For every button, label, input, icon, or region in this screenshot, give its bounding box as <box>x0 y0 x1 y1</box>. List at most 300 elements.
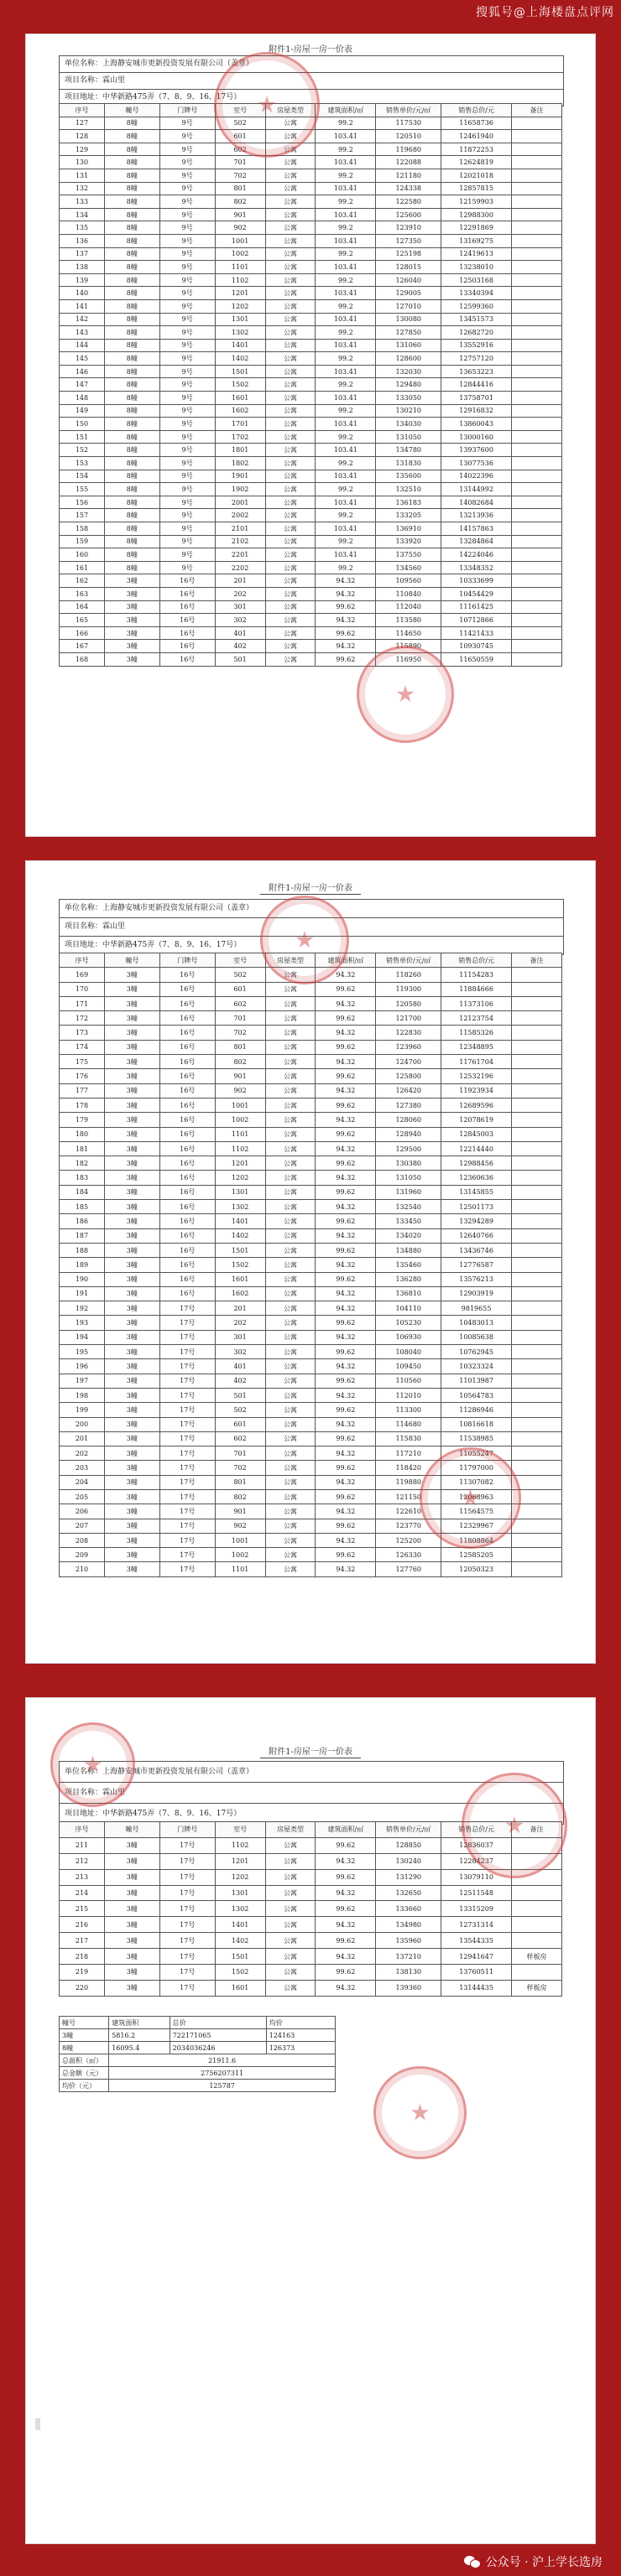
table-cell: 3幢 <box>104 1475 159 1489</box>
table-cell: 公寓 <box>265 574 316 588</box>
table-row <box>60 313 562 326</box>
table-cell: 11872253 <box>441 143 512 156</box>
table-row <box>60 509 562 522</box>
table-cell: 94.32 <box>316 1853 376 1869</box>
table-cell: 103.41 <box>316 548 376 562</box>
table-cell: 3幢 <box>104 587 159 600</box>
table-cell: 206 <box>60 1504 105 1519</box>
table-cell: 公寓 <box>265 1243 316 1257</box>
table-row <box>60 143 562 156</box>
column-header: 房屋类型 <box>265 104 316 117</box>
table-cell: 9号 <box>159 535 215 548</box>
table-cell: 16号 <box>159 1011 215 1026</box>
company-seal <box>50 1722 135 1807</box>
table-cell: 134880 <box>376 1243 441 1257</box>
table-cell: 99.62 <box>316 1933 376 1949</box>
table-cell: 1502 <box>215 378 265 392</box>
table-cell <box>512 1316 562 1330</box>
table-cell: 17号 <box>159 1917 215 1933</box>
table-cell: 14224046 <box>441 548 512 562</box>
table-cell: 1502 <box>215 1965 265 1981</box>
table-cell: 3幢 <box>104 1055 159 1069</box>
table-cell: 12682720 <box>441 326 512 340</box>
table-cell: 99.62 <box>316 626 376 640</box>
table-cell: 99.2 <box>316 117 376 130</box>
table-cell <box>512 1113 562 1127</box>
table-cell: 3幢 <box>104 1403 159 1417</box>
table-cell: 公寓 <box>265 261 316 274</box>
table-cell: 10930745 <box>441 640 512 653</box>
table-cell: 12903919 <box>441 1286 512 1301</box>
table-cell: 151 <box>60 430 105 444</box>
table-row <box>60 1156 562 1171</box>
table-cell: 8幢 <box>104 483 159 496</box>
table-cell: 99.62 <box>316 1214 376 1228</box>
table-cell: 12916832 <box>441 404 512 418</box>
table-cell: 10333699 <box>441 574 512 588</box>
table-cell: 161 <box>60 561 105 574</box>
table-cell: 94.32 <box>316 1330 376 1344</box>
table-cell: 99.62 <box>316 1185 376 1199</box>
table-cell: 公寓 <box>265 1461 316 1475</box>
table-cell <box>512 640 562 653</box>
table-cell: 公寓 <box>265 522 316 536</box>
table-cell <box>512 1533 562 1547</box>
table-cell: 140 <box>60 287 105 300</box>
table-cell: 3幢 <box>104 574 159 588</box>
table-cell <box>512 339 562 352</box>
table-cell: 121700 <box>376 1011 441 1026</box>
table-cell: 160 <box>60 548 105 562</box>
table-cell: 99.62 <box>316 1519 376 1533</box>
table-row <box>60 1548 562 1562</box>
table-cell <box>512 299 562 313</box>
page-title: 附件1-房屋一房一价表 <box>25 42 596 56</box>
table-cell: 103.41 <box>316 339 376 352</box>
table-cell <box>512 1011 562 1026</box>
table-cell: 11797000 <box>441 1461 512 1475</box>
table-cell: 3幢 <box>104 1258 159 1272</box>
table-cell: 16号 <box>159 1200 215 1214</box>
table-cell <box>512 1388 562 1402</box>
table-cell: 94.32 <box>316 1885 376 1901</box>
table-cell: 13348352 <box>441 561 512 574</box>
price-list-page-2 <box>25 860 596 1664</box>
table-cell: 8幢 <box>104 299 159 313</box>
table-row <box>60 1127 562 1141</box>
table-cell: 公寓 <box>265 1040 316 1054</box>
table-cell: 103.41 <box>316 470 376 483</box>
table-cell: 公寓 <box>265 1504 316 1519</box>
table-cell: 94.32 <box>316 1301 376 1316</box>
table-cell: 127760 <box>376 1562 441 1576</box>
table-cell: 153 <box>60 457 105 470</box>
table-cell: 9号 <box>159 509 215 522</box>
page-title: 附件1-房屋一房一价表 <box>25 1744 596 1758</box>
table-cell: 8幢 <box>104 326 159 340</box>
table-cell: 17号 <box>159 1980 215 1996</box>
table-cell: 121150 <box>376 1489 441 1504</box>
table-cell: 9号 <box>159 208 215 221</box>
table-cell: 113300 <box>376 1403 441 1417</box>
table-cell: 3幢 <box>104 640 159 653</box>
table-cell <box>512 1026 562 1040</box>
table-cell: 3幢 <box>104 1127 159 1141</box>
table-row <box>60 418 562 431</box>
table-cell: 1802 <box>215 457 265 470</box>
table-cell: 16号 <box>159 1272 215 1286</box>
company-seal <box>420 1447 521 1549</box>
table-cell <box>512 1562 562 1576</box>
table-cell: 公寓 <box>265 1316 316 1330</box>
table-cell: 3幢 <box>104 1113 159 1127</box>
table-cell: 2102 <box>215 535 265 548</box>
table-cell: 13079110 <box>441 1869 512 1885</box>
table-cell: 3幢 <box>104 1374 159 1388</box>
table-cell: 1001 <box>215 234 265 247</box>
table-cell: 11013987 <box>441 1374 512 1388</box>
table-cell: 公寓 <box>265 1853 316 1869</box>
table-cell <box>512 392 562 405</box>
table-cell <box>512 1917 562 1933</box>
table-cell <box>512 509 562 522</box>
table-cell: 164 <box>60 600 105 614</box>
table-cell: 公寓 <box>265 640 316 653</box>
table-cell: 137 <box>60 247 105 261</box>
table-cell: 12988300 <box>441 208 512 221</box>
summary-row <box>60 2042 336 2054</box>
table-cell <box>512 1156 562 1171</box>
table-cell: 8幢 <box>104 430 159 444</box>
table-cell: 11055247 <box>441 1446 512 1461</box>
table-cell: 99.62 <box>316 1011 376 1026</box>
table-cell: 10483013 <box>441 1316 512 1330</box>
table-cell: 公寓 <box>265 1011 316 1026</box>
table-cell: 187 <box>60 1228 105 1243</box>
table-cell <box>512 143 562 156</box>
table-cell: 168 <box>60 652 105 666</box>
table-cell: 1602 <box>215 404 265 418</box>
table-cell: 402 <box>215 1374 265 1388</box>
table-cell: 94.32 <box>316 1359 376 1374</box>
table-cell: 公寓 <box>265 1548 316 1562</box>
project-line: 项目名称：霖山里 <box>60 73 563 90</box>
table-cell: 162 <box>60 574 105 588</box>
table-cell: 12941647 <box>441 1949 512 1965</box>
table-row <box>60 339 562 352</box>
table-cell: 702 <box>215 169 265 182</box>
table-cell: 132540 <box>376 1200 441 1214</box>
table-cell: 99.2 <box>316 299 376 313</box>
table-cell: 99.62 <box>316 1243 376 1257</box>
table-cell: 148 <box>60 392 105 405</box>
table-cell: 公寓 <box>265 1475 316 1489</box>
table-cell: 902 <box>215 1083 265 1098</box>
table-cell: 9号 <box>159 195 215 209</box>
table-cell <box>512 1141 562 1156</box>
table-cell: 13576213 <box>441 1272 512 1286</box>
table-cell <box>512 614 562 627</box>
table-cell: 128015 <box>376 261 441 274</box>
table-cell: 3幢 <box>104 1301 159 1316</box>
table-cell <box>512 1330 562 1344</box>
table-cell: 9号 <box>159 444 215 457</box>
table-cell: 94.32 <box>316 1980 376 1996</box>
table-cell <box>512 1127 562 1141</box>
table-cell: 17号 <box>159 1388 215 1402</box>
table-cell: 213 <box>60 1869 105 1885</box>
table-cell: 150 <box>60 418 105 431</box>
table-cell: 1002 <box>215 247 265 261</box>
table-cell: 公寓 <box>265 1388 316 1402</box>
table-cell: 公寓 <box>265 1417 316 1431</box>
table-cell <box>512 1417 562 1431</box>
table-cell: 16号 <box>159 626 215 640</box>
table-cell: 3幢 <box>104 1156 159 1171</box>
table-row <box>60 652 562 666</box>
project-line: 项目名称：霖山里 <box>60 918 563 937</box>
table-cell: 13544335 <box>441 1933 512 1949</box>
table-cell: 112040 <box>376 600 441 614</box>
table-cell: 样板房 <box>512 1949 562 1965</box>
table-cell: 801 <box>215 1475 265 1489</box>
table-cell: 302 <box>215 1345 265 1359</box>
table-cell: 170 <box>60 982 105 996</box>
table-cell: 125800 <box>376 1069 441 1083</box>
table-cell: 701 <box>215 1446 265 1461</box>
table-cell <box>512 982 562 996</box>
column-header: 序号 <box>60 1822 105 1838</box>
table-cell: 公寓 <box>265 404 316 418</box>
table-cell: 1002 <box>215 1113 265 1127</box>
table-cell: 127 <box>60 117 105 130</box>
table-cell: 11923934 <box>441 1083 512 1098</box>
table-cell <box>512 195 562 209</box>
table-cell: 132650 <box>376 1885 441 1901</box>
table-cell: 16号 <box>159 600 215 614</box>
table-cell: 16号 <box>159 574 215 588</box>
table-cell: 1401 <box>215 1917 265 1933</box>
table-cell: 3幢 <box>104 1837 159 1853</box>
address-line: 项目地址：中华新路475弄（7、8、9、16、17号） <box>60 1804 563 1825</box>
table-cell: 17号 <box>159 1461 215 1475</box>
table-cell: 3幢 <box>104 1548 159 1562</box>
table-cell: 9号 <box>159 378 215 392</box>
table-row <box>60 195 562 209</box>
table-cell <box>512 1301 562 1316</box>
table-cell: 103.41 <box>316 365 376 378</box>
table-cell: 99.2 <box>316 430 376 444</box>
table-cell: 801 <box>215 182 265 195</box>
table-cell: 2201 <box>215 548 265 562</box>
table-cell: 94.32 <box>316 614 376 627</box>
table-cell: 1801 <box>215 444 265 457</box>
table-cell: 119880 <box>376 1475 441 1489</box>
table-cell: 802 <box>215 195 265 209</box>
table-cell: 10816618 <box>441 1417 512 1431</box>
table-cell: 8幢 <box>104 156 159 169</box>
table-cell: 17号 <box>159 1359 215 1374</box>
table-cell: 215 <box>60 1901 105 1917</box>
table-cell: 公寓 <box>265 496 316 509</box>
table-row <box>60 470 562 483</box>
table-row <box>60 1069 562 1083</box>
table-cell: 3幢 <box>104 1853 159 1869</box>
table-cell: 9号 <box>159 117 215 130</box>
table-cell: 139 <box>60 273 105 287</box>
table-cell: 133660 <box>376 1901 441 1917</box>
table-cell: 402 <box>215 640 265 653</box>
table-cell: 126420 <box>376 1083 441 1098</box>
table-cell: 130240 <box>376 1853 441 1869</box>
seller-line: 单位名称：上海静安城市更新投资发展有限公司（盖章） <box>60 56 563 73</box>
company-seal <box>373 2066 467 2159</box>
table-cell <box>512 1548 562 1562</box>
table-cell: 公寓 <box>265 1141 316 1156</box>
table-cell: 9号 <box>159 143 215 156</box>
table-row <box>60 1171 562 1185</box>
table-cell: 9号 <box>159 496 215 509</box>
table-cell: 94.32 <box>316 1949 376 1965</box>
summary-total-value: 21911.6 <box>109 2054 336 2067</box>
table-cell: 17号 <box>159 1519 215 1533</box>
table-row <box>60 444 562 457</box>
table-cell: 122580 <box>376 195 441 209</box>
table-cell: 3幢 <box>104 1330 159 1344</box>
table-cell: 3幢 <box>104 1504 159 1519</box>
table-cell: 119300 <box>376 982 441 996</box>
summary-total-row <box>60 2054 336 2067</box>
table-row <box>60 1980 562 1996</box>
table-cell: 141 <box>60 299 105 313</box>
table-row <box>60 1403 562 1417</box>
table-cell: 公寓 <box>265 195 316 209</box>
table-row <box>60 1272 562 1286</box>
table-cell: 公寓 <box>265 1026 316 1040</box>
table-cell: 公寓 <box>265 1127 316 1141</box>
table-cell: 13000160 <box>441 430 512 444</box>
column-header: 室号 <box>215 1822 265 1838</box>
table-cell <box>512 156 562 169</box>
table-cell: 公寓 <box>265 1330 316 1344</box>
table-cell: 16号 <box>159 1185 215 1199</box>
table-cell: 501 <box>215 652 265 666</box>
table-cell: 103.41 <box>316 261 376 274</box>
table-cell: 131830 <box>376 457 441 470</box>
table-cell: 128940 <box>376 1127 441 1141</box>
table-cell: 201 <box>215 574 265 588</box>
table-cell <box>512 1243 562 1257</box>
table-cell: 11658736 <box>441 117 512 130</box>
table-cell: 9号 <box>159 221 215 235</box>
table-cell: 1101 <box>215 261 265 274</box>
table-cell: 17号 <box>159 1345 215 1359</box>
table-cell: 2001 <box>215 496 265 509</box>
table-cell: 131050 <box>376 1171 441 1185</box>
table-cell: 123910 <box>376 221 441 235</box>
table-cell <box>512 1272 562 1286</box>
table-cell: 8幢 <box>104 117 159 130</box>
table-cell: 94.32 <box>316 1171 376 1185</box>
table-cell: 9号 <box>159 404 215 418</box>
table-cell: 3幢 <box>104 996 159 1010</box>
column-header: 销售总价/元 <box>441 953 512 968</box>
table-row <box>60 535 562 548</box>
table-cell: 公寓 <box>265 444 316 457</box>
table-cell: 1002 <box>215 1548 265 1562</box>
table-cell <box>512 430 562 444</box>
table-cell: 94.32 <box>316 1113 376 1127</box>
table-cell: 16号 <box>159 996 215 1010</box>
table-cell: 99.62 <box>316 1272 376 1286</box>
table-cell: 133 <box>60 195 105 209</box>
table-cell: 13860043 <box>441 418 512 431</box>
table-cell: 118420 <box>376 1461 441 1475</box>
table-cell: 17号 <box>159 1431 215 1446</box>
table-row <box>60 1185 562 1199</box>
table-cell: 17号 <box>159 1949 215 1965</box>
table-cell: 124338 <box>376 182 441 195</box>
table-row <box>60 1083 562 1098</box>
table-cell: 702 <box>215 1026 265 1040</box>
table-cell <box>512 352 562 366</box>
table-cell: 8幢 <box>104 208 159 221</box>
table-cell: 137210 <box>376 1949 441 1965</box>
table-cell: 10762945 <box>441 1345 512 1359</box>
table-cell: 8幢 <box>104 561 159 574</box>
table-cell: 公寓 <box>265 1228 316 1243</box>
table-cell: 3幢 <box>104 1345 159 1359</box>
table-cell: 12501173 <box>441 1200 512 1214</box>
table-cell: 11585326 <box>441 1026 512 1040</box>
table-cell: 17号 <box>159 1965 215 1981</box>
table-cell: 209 <box>60 1548 105 1562</box>
table-cell <box>512 996 562 1010</box>
table-cell: 16号 <box>159 587 215 600</box>
table-cell: 191 <box>60 1286 105 1301</box>
table-cell: 12845003 <box>441 1127 512 1141</box>
table-cell: 9号 <box>159 169 215 182</box>
table-cell: 124700 <box>376 1055 441 1069</box>
table-cell: 13238010 <box>441 261 512 274</box>
table-cell: 132 <box>60 182 105 195</box>
price-list-page-1 <box>25 34 596 837</box>
table-cell: 94.32 <box>316 1562 376 1576</box>
table-cell: 8幢 <box>104 247 159 261</box>
table-cell: 公寓 <box>265 365 316 378</box>
table-cell: 158 <box>60 522 105 536</box>
table-cell: 公寓 <box>265 1446 316 1461</box>
table-cell: 126040 <box>376 273 441 287</box>
table-cell: 13552916 <box>441 339 512 352</box>
table-cell: 1302 <box>215 1901 265 1917</box>
table-cell: 186 <box>60 1214 105 1228</box>
table-cell: 8幢 <box>104 143 159 156</box>
table-cell: 8幢 <box>104 470 159 483</box>
table-cell <box>512 221 562 235</box>
table-cell: 12159903 <box>441 195 512 209</box>
table-cell: 17号 <box>159 1853 215 1869</box>
table-row <box>60 1040 562 1054</box>
table-cell: 16号 <box>159 1171 215 1185</box>
table-cell: 99.62 <box>316 1069 376 1083</box>
column-header: 房屋类型 <box>265 1822 316 1838</box>
table-cell: 3幢 <box>104 1519 159 1533</box>
table-cell: 203 <box>60 1461 105 1475</box>
table-cell: 188 <box>60 1243 105 1257</box>
table-row <box>60 392 562 405</box>
table-cell: 602 <box>215 143 265 156</box>
